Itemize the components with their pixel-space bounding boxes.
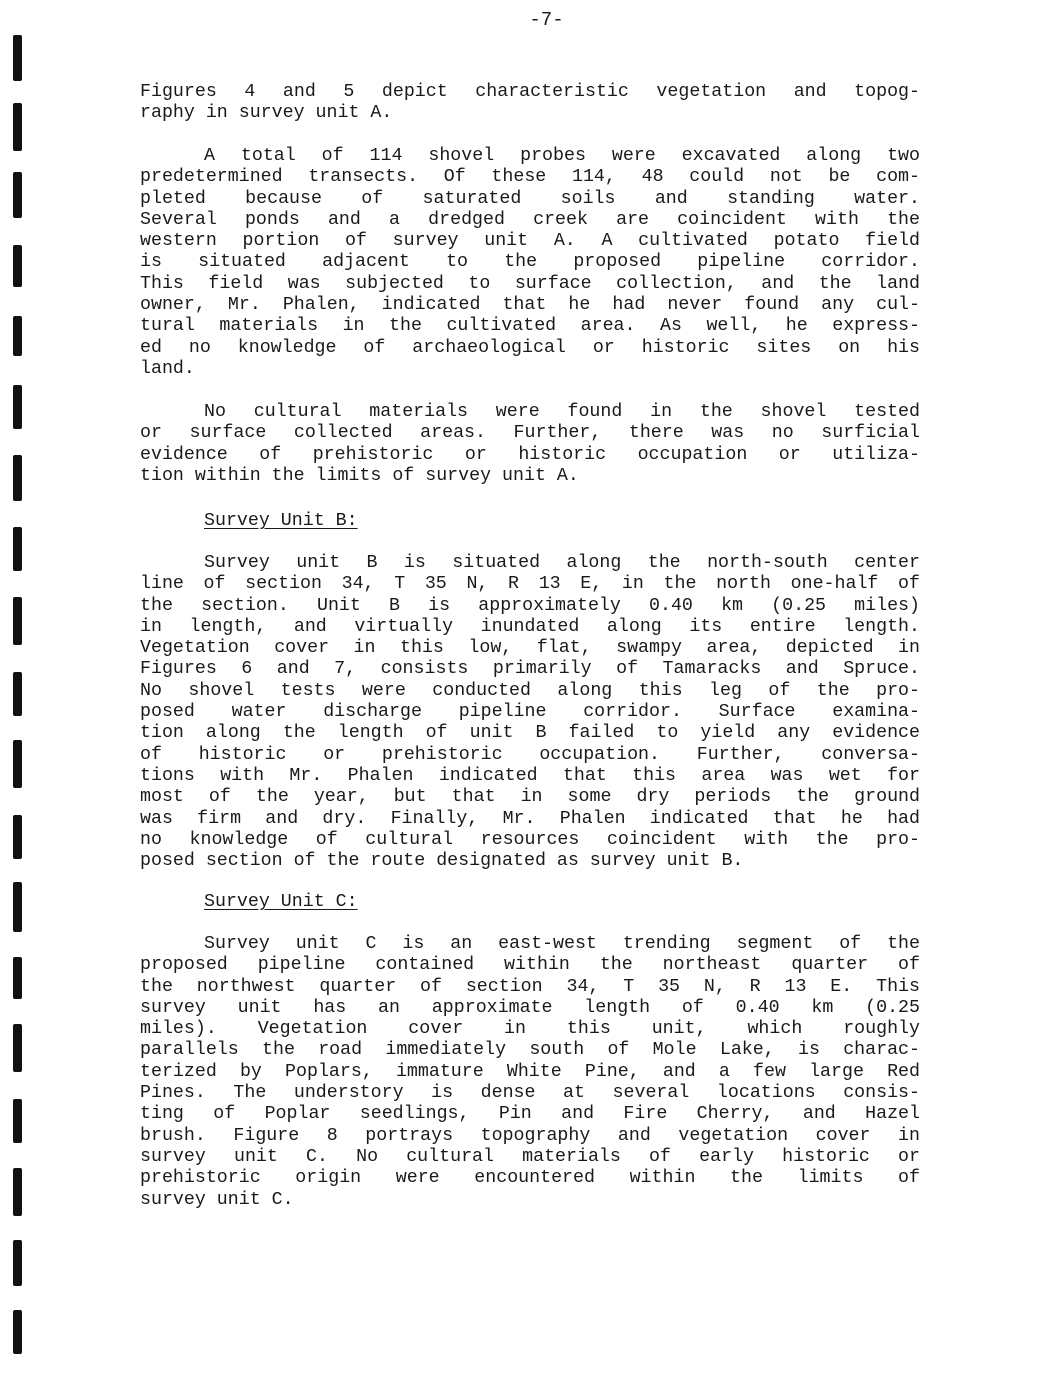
page-number: -7- [529, 9, 564, 31]
heading-survey-unit-c: Survey Unit C: [204, 892, 358, 912]
text-line: terized by Poplars, immature White Pine, and a few large Red [140, 1061, 920, 1082]
text-line: tural materials in the cultivated area. As well, he express- [140, 316, 920, 337]
text-line: Several ponds and a dredged creek are coincident with the [140, 209, 920, 230]
text-line: the northwest quarter of section 34, T 35 N, R 13 E. This [140, 976, 920, 997]
text-line: ed no knowledge of archaeological or historic sites on his [140, 337, 920, 358]
text-line: western portion of survey unit A. A cultivated potato field [140, 231, 920, 252]
binding-mark [13, 672, 22, 716]
text-line: brush. Figure 8 portrays topography and vegetation cover in [140, 1125, 920, 1146]
text-line: Pines. The understory is dense at several locations consis- [140, 1083, 920, 1104]
paragraph-intro [140, 82, 920, 125]
text-line: survey unit C. No cultural materials of early historic or [140, 1146, 920, 1167]
text-line: Figures 4 and 5 depict characteristic vegetation and topog- [140, 82, 920, 102]
text-line: was firm and dry. Finally, Mr. Phalen indicated that he had [140, 808, 920, 829]
text-line: tion within the limits of survey unit A. [140, 465, 579, 486]
binding-mark [13, 1099, 22, 1143]
text-line: is situated adjacent to the proposed pipeline corridor. [140, 252, 920, 273]
text-line: prehistoric origin were encountered within the limits of [140, 1168, 920, 1189]
binding-mark [13, 527, 22, 571]
binding-mark [13, 1310, 22, 1354]
binding-mark [13, 455, 22, 501]
binding-mark [13, 1240, 22, 1286]
text-line: most of the year, but that in some dry periods the ground [140, 787, 920, 808]
binding-mark [13, 1168, 22, 1216]
binding-mark [13, 172, 22, 218]
text-line: ting of Poplar seedlings, Pin and Fire Cherry, and Hazel [140, 1104, 920, 1125]
binding-mark [13, 957, 22, 999]
text-line: Survey unit B is situated along the north-south center [204, 553, 920, 573]
binding-mark [13, 740, 22, 788]
text-line: miles). Vegetation cover in this unit, which roughly [140, 1019, 920, 1040]
text-line: raphy in survey unit A. [140, 103, 393, 124]
text-line: no knowledge of cultural resources coincident with the pro- [140, 829, 920, 850]
text-line: No cultural materials were found in the shovel tested [204, 402, 920, 422]
text-line: in length, and virtually inundated along its entire length. [140, 616, 920, 637]
text-line: evidence of prehistoric or historic occupation or utiliza- [140, 444, 920, 465]
text-line: A total of 114 shovel probes were excavated along two [204, 146, 920, 166]
paragraph-survey-unit-c [140, 934, 920, 1211]
text-line: No shovel tests were conducted along this leg of the pro- [140, 680, 920, 701]
text-line: or surface collected areas. Further, there was no surficial [140, 423, 920, 444]
binding-mark [13, 316, 22, 356]
binding-mark [13, 385, 22, 429]
text-line: the section. Unit B is approximately 0.40 km (0.25 miles) [140, 595, 920, 616]
text-line: of historic or prehistoric occupation. Further, conversa- [140, 744, 920, 765]
binding-mark [13, 245, 22, 287]
text-line: posed water discharge pipeline corridor. Surface examina- [140, 702, 920, 723]
text-line: pleted because of saturated soils and standing water. [140, 188, 920, 209]
binding-mark [13, 882, 22, 932]
text-line: This field was subjected to surface collection, and the land [140, 273, 920, 294]
text-line: posed section of the route designated as survey unit B. [140, 851, 744, 872]
paragraph-survey-unit-b [140, 553, 920, 872]
text-line: Vegetation cover in this low, flat, swampy area, depicted in [140, 638, 920, 659]
paragraph-no-materials [140, 402, 920, 487]
text-line: land. [140, 358, 195, 379]
text-line: line of section 34, T 35 N, R 13 E, in the north one-half of [140, 574, 920, 595]
text-line: parallels the road immediately south of Mole Lake, is charac- [140, 1040, 920, 1061]
binding-mark [13, 103, 22, 151]
text-line: predetermined transects. Of these 114, 48 could not be com- [140, 167, 920, 188]
text-line: tions with Mr. Phalen indicated that this area was wet for [140, 765, 920, 786]
binding-mark [13, 1024, 22, 1072]
heading-survey-unit-b: Survey Unit B: [204, 511, 358, 531]
binding-mark [13, 35, 22, 81]
text-line: Figures 6 and 7, consists primarily of Tamaracks and Spruce. [140, 659, 920, 680]
text-line: survey unit C. [140, 1189, 294, 1210]
text-line: owner, Mr. Phalen, indicated that he had never found any cul- [140, 295, 920, 316]
text-line: survey unit has an approximate length of 0.40 km (0.25 [140, 997, 920, 1018]
paragraph-shovel-probes [140, 146, 920, 380]
binding-mark [13, 815, 22, 859]
binding-mark [13, 597, 22, 645]
binding-marks [0, 0, 40, 1380]
text-line: tion along the length of unit B failed to yield any evidence [140, 723, 920, 744]
text-line: Survey unit C is an east-west trending segment of the [204, 934, 920, 954]
text-line: proposed pipeline contained within the northeast quarter of [140, 955, 920, 976]
